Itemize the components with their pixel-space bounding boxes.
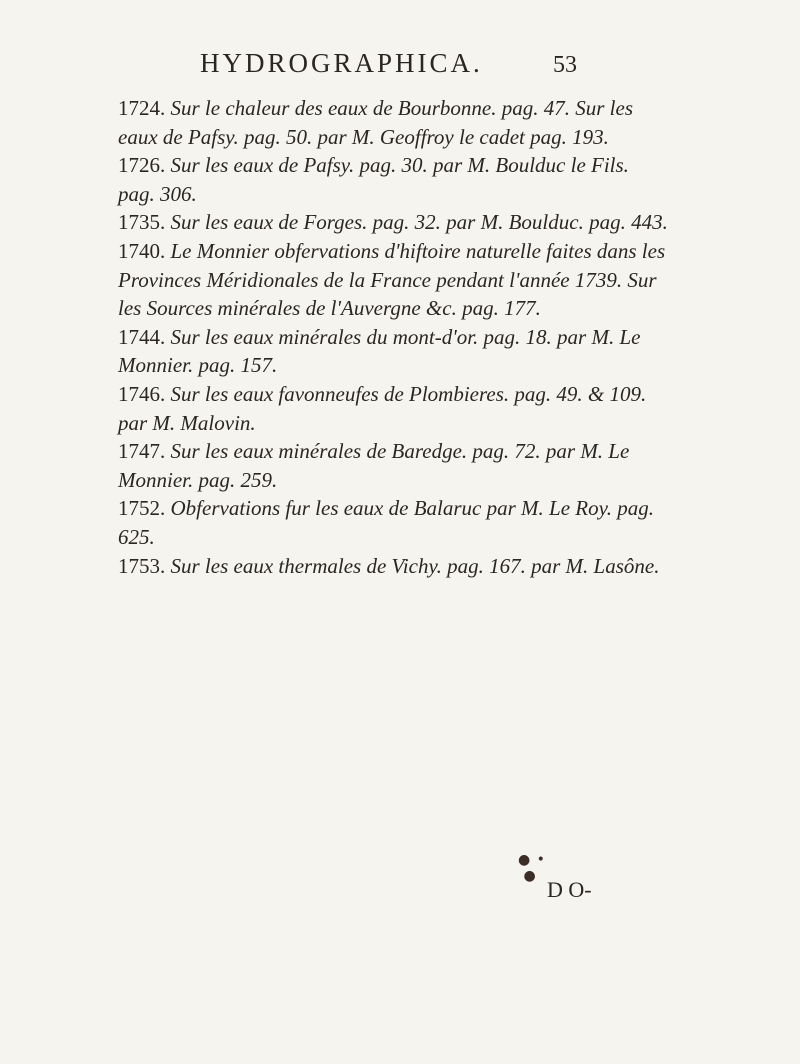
entry-year: 1747. [118, 439, 166, 464]
entry-1744 [118, 323, 670, 380]
entry-year: 1735. [118, 210, 166, 235]
entry-1735 [118, 208, 670, 237]
entry-1726 [118, 151, 670, 208]
entry-text: Le Monnier obfervations d'hiftoire naturelle faites dans les Provinces Méridionales de la France pendant l'année 1739. Sur les Sources minérales de l'Auvergne &c. pag. 177. [118, 238, 666, 321]
entry-year: 1746. [118, 381, 166, 406]
entry-1740 [118, 237, 670, 323]
entry-1747 [118, 437, 670, 494]
entry-text: Sur les eaux favonneufes de Plombieres. pag. 49. & 109. par M. Malovin. [118, 381, 647, 435]
running-head: HYDROGRAPHICA. [200, 48, 483, 78]
page-number: 53 [553, 52, 577, 78]
entry-1752 [118, 494, 670, 551]
entry-1746 [118, 380, 670, 437]
entry-text: Sur les eaux minérales de Baredge. pag. 72. par M. Le Monnier. pag. 259. [118, 439, 630, 492]
text-block [118, 94, 670, 580]
ink-stain-icon: ● • ● [518, 852, 546, 884]
entry-text: Sur les eaux de Pafsy. pag. 30. par M. Boulduc le Fils. pag. 306. [118, 153, 629, 206]
entry-text: Obfervations fur les eaux de Balaruc par M. Le Roy. pag. 625. [118, 496, 655, 549]
entry-year: 1726. [118, 153, 166, 178]
entry-year: 1740. [118, 238, 166, 263]
entry-text: Sur les eaux thermales de Vichy. pag. 167. par M. Lasône. [170, 553, 660, 578]
entry-year: 1724. [118, 96, 166, 120]
entry-year: 1753. [118, 553, 166, 578]
entry-year: 1752. [118, 496, 166, 521]
entry-year: 1744. [118, 324, 166, 349]
entry-text: Sur le chaleur des eaux de Bourbonne. pag. 47. Sur les eaux de Pafsy. pag. 50. par M. Geoffroy le cadet pag. 193. [118, 96, 634, 149]
entry-1753 [118, 552, 670, 581]
page-header [0, 48, 800, 82]
entry-text: Sur les eaux minérales du mont-d'or. pag. 18. par M. Le Monnier. pag. 157. [118, 324, 641, 378]
entry-1724 [118, 94, 670, 151]
catchword: D O- [547, 877, 592, 902]
entry-text: Sur les eaux de Forges. pag. 32. par M. Boulduc. pag. 443. [170, 210, 668, 235]
